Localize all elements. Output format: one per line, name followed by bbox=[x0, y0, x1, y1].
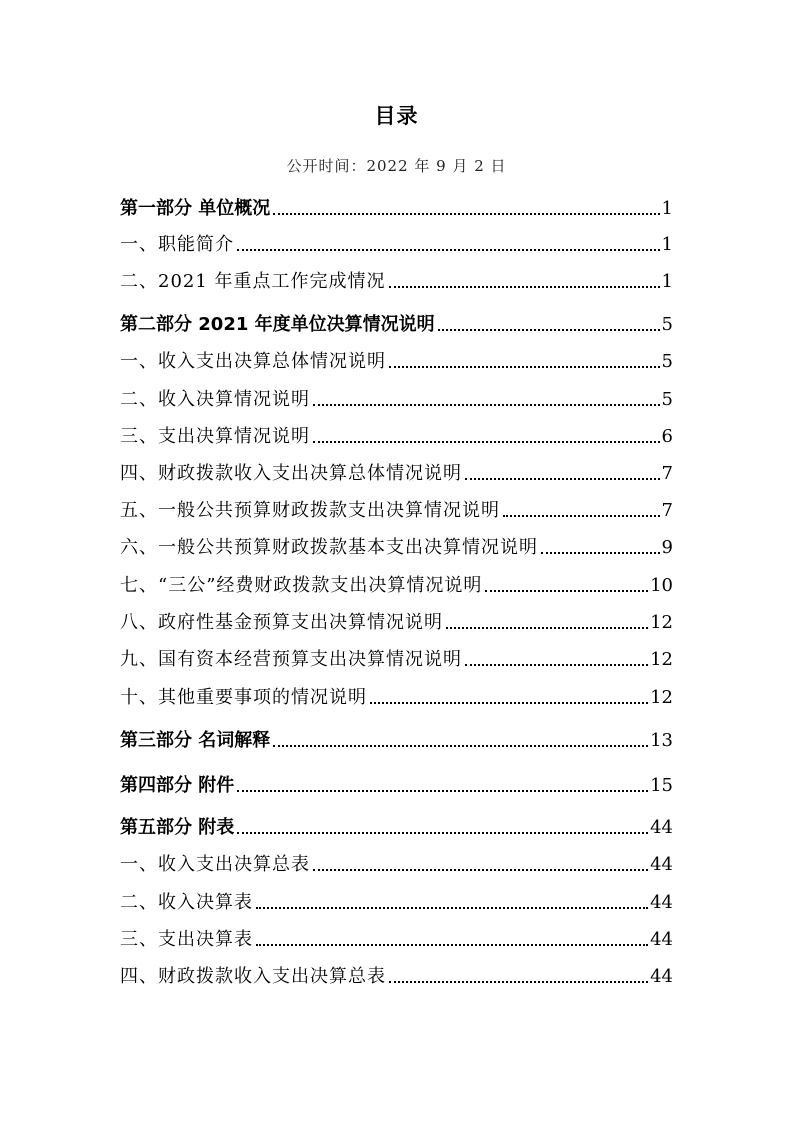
toc-entry-label: 第一部分 单位概况 bbox=[120, 198, 271, 219]
toc-part-5[interactable] bbox=[120, 812, 673, 840]
dot-leader bbox=[465, 663, 648, 666]
toc-section-2-4[interactable] bbox=[120, 458, 673, 486]
toc-page-number: 44 bbox=[650, 929, 673, 950]
toc-page-number: 44 bbox=[650, 817, 673, 838]
toc-page-number: 44 bbox=[650, 854, 673, 875]
dot-leader bbox=[370, 701, 648, 704]
dot-leader bbox=[313, 403, 660, 406]
toc-section-2-1[interactable] bbox=[120, 346, 673, 374]
toc-section-1-2[interactable] bbox=[120, 266, 673, 294]
toc-page-number: 5 bbox=[661, 389, 673, 410]
toc-entry-label: 三、支出决算表 bbox=[120, 929, 253, 950]
toc-section-2-10[interactable] bbox=[120, 682, 673, 710]
dot-leader bbox=[273, 212, 659, 215]
toc-page-number: 5 bbox=[661, 351, 673, 372]
toc-page-number: 9 bbox=[661, 537, 673, 558]
toc-entry-label: 第五部分 附表 bbox=[120, 817, 235, 838]
dot-leader bbox=[237, 831, 648, 834]
toc-section-5-4[interactable] bbox=[120, 961, 673, 989]
toc-section-2-5[interactable] bbox=[120, 495, 673, 523]
toc-page-number: 44 bbox=[650, 892, 673, 913]
toc-page-number: 15 bbox=[650, 775, 673, 796]
toc-section-2-8[interactable] bbox=[120, 607, 673, 635]
toc-entry-label: 二、收入决算表 bbox=[120, 892, 253, 913]
toc-part-3[interactable] bbox=[120, 725, 673, 753]
toc-entry-label: 一、收入支出决算总表 bbox=[120, 854, 310, 875]
toc-page-number: 7 bbox=[661, 463, 673, 484]
dot-leader bbox=[237, 248, 660, 251]
dot-leader bbox=[313, 868, 648, 871]
toc-page-number: 7 bbox=[661, 500, 673, 521]
toc-entry-label: 八、政府性基金预算支出决算情况说明 bbox=[120, 612, 443, 633]
toc-page-number: 12 bbox=[650, 649, 673, 670]
dot-leader bbox=[503, 514, 660, 517]
toc-entry-label: 五、一般公共预算财政拨款支出决算情况说明 bbox=[120, 500, 500, 521]
publish-date: 公开时间：2022 年 9 月 2 日 bbox=[286, 157, 507, 175]
toc-entry-label: 四、财政拨款收入支出决算总体情况说明 bbox=[120, 463, 462, 484]
dot-leader bbox=[256, 906, 648, 909]
toc-section-5-3[interactable] bbox=[120, 924, 673, 952]
toc-entry-label: 二、2021 年重点工作完成情况 bbox=[120, 271, 386, 292]
toc-page-number: 1 bbox=[661, 234, 673, 255]
toc-page-number: 44 bbox=[650, 966, 673, 987]
toc-entry-label: 第三部分 名词解释 bbox=[120, 730, 271, 751]
dot-leader bbox=[237, 789, 648, 792]
toc-page-number: 12 bbox=[650, 687, 673, 708]
dot-leader bbox=[273, 744, 648, 747]
dot-leader bbox=[438, 328, 660, 331]
dot-leader bbox=[389, 285, 660, 288]
toc-page-number: 10 bbox=[650, 575, 673, 596]
toc-entry-label: 七、“三公”经费财政拨款支出决算情况说明 bbox=[120, 575, 483, 596]
toc-part-4[interactable] bbox=[120, 770, 673, 798]
toc-section-2-9[interactable] bbox=[120, 644, 673, 672]
dot-leader bbox=[256, 943, 648, 946]
toc-section-1-1[interactable] bbox=[120, 229, 673, 257]
toc-part-1[interactable] bbox=[120, 193, 673, 221]
dot-leader bbox=[446, 626, 648, 629]
toc-entry-label: 十、其他重要事项的情况说明 bbox=[120, 687, 367, 708]
dot-leader bbox=[313, 440, 660, 443]
toc-entry-label: 一、职能简介 bbox=[120, 234, 234, 255]
dot-leader bbox=[541, 551, 660, 554]
toc-entry-label: 三、支出决算情况说明 bbox=[120, 426, 310, 447]
toc-entry-label: 九、国有资本经营预算支出决算情况说明 bbox=[120, 649, 462, 670]
toc-section-2-3[interactable] bbox=[120, 421, 673, 449]
toc-entry-label: 二、收入决算情况说明 bbox=[120, 389, 310, 410]
toc-section-2-7[interactable] bbox=[120, 570, 673, 598]
toc-page-number: 6 bbox=[661, 426, 673, 447]
dot-leader bbox=[389, 365, 660, 368]
toc-entry-label: 六、一般公共预算财政拨款基本支出决算情况说明 bbox=[120, 537, 538, 558]
dot-leader bbox=[465, 477, 660, 480]
toc-section-2-6[interactable] bbox=[120, 532, 673, 560]
toc-page-number: 1 bbox=[661, 198, 673, 219]
dot-leader bbox=[389, 980, 648, 983]
toc-section-5-2[interactable] bbox=[120, 887, 673, 915]
page-title: 目录 bbox=[374, 104, 419, 128]
toc-entry-label: 四、财政拨款收入支出决算总表 bbox=[120, 966, 386, 987]
toc-entry-label: 第二部分 2021 年度单位决算情况说明 bbox=[120, 314, 435, 335]
dot-leader bbox=[485, 589, 648, 592]
toc-entry-label: 一、收入支出决算总体情况说明 bbox=[120, 351, 386, 372]
toc-section-5-1[interactable] bbox=[120, 849, 673, 877]
toc-page-number: 13 bbox=[650, 730, 673, 751]
toc-page-number: 12 bbox=[650, 612, 673, 633]
table-of-contents bbox=[120, 0, 673, 1122]
toc-page-number: 5 bbox=[661, 314, 673, 335]
toc-part-2[interactable] bbox=[120, 309, 673, 337]
toc-entry-label: 第四部分 附件 bbox=[120, 775, 235, 796]
toc-section-2-2[interactable] bbox=[120, 384, 673, 412]
toc-page-number: 1 bbox=[661, 271, 673, 292]
